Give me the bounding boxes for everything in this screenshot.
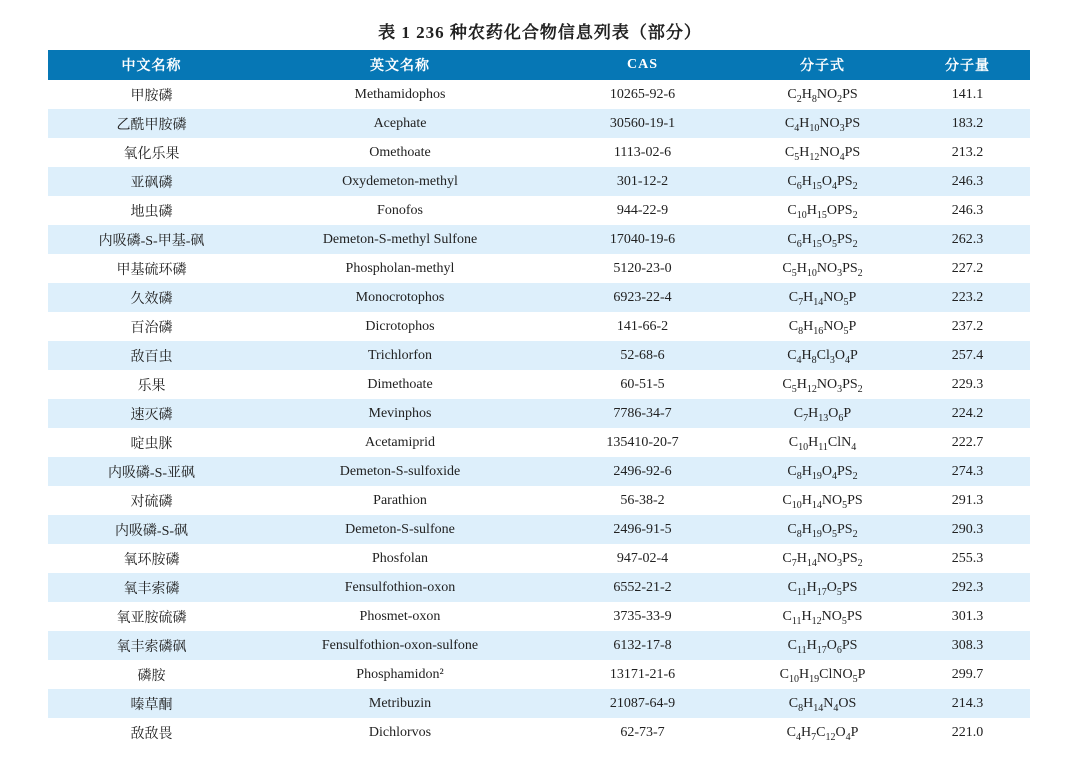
cell-mw: 246.3 [951, 173, 984, 189]
cell-cn: 久效磷 [130, 291, 173, 307]
cell-cn: 百治磷 [130, 320, 173, 336]
cell-mw: 246.3 [951, 202, 984, 218]
cell-cas: 944-22-9 [616, 202, 669, 218]
cell-formula: $C_4H_7C_{12}O_4P$ [786, 724, 859, 743]
cell-cas: 135410-20-7 [606, 434, 679, 450]
cell-mw: 262.3 [951, 231, 984, 247]
cell-cn: 嗪草酮 [130, 697, 173, 713]
cell-mw: 291.3 [951, 492, 984, 508]
cell-cas: 13171-21-6 [609, 666, 676, 682]
cell-mw: 214.3 [951, 695, 984, 711]
table-row [48, 602, 1030, 631]
cell-formula: $C_4H_8Cl_3O_4P$ [787, 347, 858, 366]
cell-mw: 308.3 [951, 637, 984, 653]
cell-cas: 21087-64-9 [609, 695, 676, 711]
cell-formula: $C_8H_{16}NO_5P$ [788, 318, 857, 337]
table-row [48, 457, 1030, 486]
table-row [48, 428, 1030, 457]
cell-formula: $C_7H_{14}NO_5P$ [788, 289, 857, 308]
table-row [48, 312, 1030, 341]
table-row [48, 370, 1030, 399]
column-header-mw: 分子量 [905, 50, 1030, 80]
cell-formula: $C_{11}H_{12}NO_5PS$ [782, 608, 863, 627]
cell-en: Phosphamidon² [356, 666, 444, 682]
column-header-cn: 中文名称 [48, 50, 255, 80]
cell-formula: $C_{10}H_{15}OPS_2$ [787, 202, 858, 221]
cell-cn: 氧丰索磷砜 [116, 639, 187, 655]
cell-formula: $C_6H_{15}O_4PS_2$ [787, 173, 858, 192]
cell-cas: 60-51-5 [620, 376, 665, 392]
cell-mw: 255.3 [951, 550, 984, 566]
table-row [48, 660, 1030, 689]
cell-formula: $C_8H_{14}N_4OS$ [788, 695, 857, 714]
cell-en: Omethoate [369, 144, 431, 160]
cell-en: Demeton-S-methyl Sulfone [322, 231, 478, 247]
cell-cas: 301-12-2 [616, 173, 669, 189]
cell-formula: $C_7H_{13}O_6P$ [793, 405, 852, 424]
cell-cas: 141-66-2 [616, 318, 669, 334]
cell-en: Demeton-S-sulfoxide [339, 463, 461, 479]
cell-en: Dicrotophos [365, 318, 435, 334]
cell-cas: 2496-92-6 [613, 463, 672, 479]
cell-mw: 183.2 [951, 115, 984, 131]
cell-cn: 氧环胺磷 [123, 552, 180, 568]
cell-cn: 速灭磷 [130, 407, 173, 423]
cell-formula: $C_8H_{19}O_4PS_2$ [787, 463, 858, 482]
cell-mw: 222.7 [951, 434, 984, 450]
cell-formula: $C_2H_8NO_2PS$ [787, 86, 858, 105]
cell-en: Dichlorvos [368, 724, 432, 740]
cell-en: Fonofos [377, 202, 423, 218]
cell-mw: 292.3 [951, 579, 984, 595]
cell-en: Phosfolan [372, 550, 428, 566]
cell-mw: 224.2 [951, 405, 984, 421]
cell-cas: 52-68-6 [620, 347, 665, 363]
cell-cn: 内吸磷-S-甲基-砜 [98, 233, 205, 249]
cell-mw: 290.3 [951, 521, 984, 537]
cell-cas: 17040-19-6 [609, 231, 676, 247]
cell-formula: $C_6H_{15}O_5PS_2$ [787, 231, 858, 250]
cell-cn: 磷胺 [137, 668, 166, 684]
cell-cas: 6132-17-8 [613, 637, 672, 653]
cell-cn: 内吸磷-S-亚砜 [107, 465, 196, 481]
cell-cn: 甲胺磷 [130, 88, 173, 104]
cell-cas: 3735-33-9 [613, 608, 672, 624]
table-row [48, 196, 1030, 225]
column-header-en: 英文名称 [255, 50, 545, 80]
cell-en: Mevinphos [368, 405, 432, 421]
cell-en: Phosmet-oxon [359, 608, 441, 624]
cell-cn: 地虫磷 [130, 204, 173, 220]
cell-formula: $C_{10}H_{19}ClNO_5P$ [779, 666, 866, 685]
cell-en: Trichlorfon [367, 347, 433, 363]
table-row [48, 283, 1030, 312]
table-row [48, 486, 1030, 515]
cell-en: Acephate [373, 115, 427, 131]
cell-en: Monocrotophos [355, 289, 445, 305]
table-row [48, 399, 1030, 428]
cell-formula: $C_5H_{12}NO_3PS_2$ [782, 376, 863, 395]
cell-cas: 10265-92-6 [609, 86, 676, 102]
compound-table [48, 50, 1030, 747]
cell-cn: 内吸磷-S-砜 [114, 523, 189, 539]
cell-en: Dimethoate [367, 376, 433, 392]
cell-cn: 乙酰甲胺磷 [116, 117, 187, 133]
table-row [48, 225, 1030, 254]
column-header-formula: 分子式 [740, 50, 905, 80]
cell-formula: $C_4H_{10}NO_3PS$ [784, 115, 861, 134]
cell-en: Oxydemeton-methyl [342, 173, 458, 189]
cell-mw: 229.3 [951, 376, 984, 392]
cell-cn: 氧亚胺硫磷 [116, 610, 187, 626]
cell-cn: 啶虫脒 [130, 436, 173, 452]
cell-formula: $C_8H_{19}O_5PS_2$ [787, 521, 858, 540]
table-row [48, 254, 1030, 283]
cell-cas: 2496-91-5 [613, 521, 672, 537]
column-header-cas: CAS [545, 50, 740, 80]
cell-formula: $C_{10}H_{14}NO_5PS$ [782, 492, 863, 511]
cell-cn: 氧化乐果 [123, 146, 180, 162]
cell-mw: 237.2 [951, 318, 984, 334]
cell-cn: 氧丰索磷 [123, 581, 180, 597]
cell-en: Fensulfothion-oxon [344, 579, 456, 595]
cell-en: Methamidophos [354, 86, 446, 102]
cell-cas: 56-38-2 [620, 492, 665, 508]
cell-cas: 6552-21-2 [613, 579, 672, 595]
table-header [48, 50, 1030, 80]
cell-formula: $C_{11}H_{17}O_5PS$ [787, 579, 858, 598]
cell-cas: 5120-23-0 [613, 260, 672, 276]
cell-mw: 257.4 [951, 347, 984, 363]
cell-formula: $C_5H_{10}NO_3PS_2$ [782, 260, 863, 279]
cell-en: Parathion [373, 492, 427, 508]
table-row [48, 544, 1030, 573]
table-caption: 表 1 236 种农药化合物信息列表（部分） [378, 23, 702, 42]
cell-cn: 敌敌畏 [130, 726, 173, 742]
table-row [48, 167, 1030, 196]
cell-mw: 227.2 [951, 260, 984, 276]
cell-formula: $C_{11}H_{17}O_6PS$ [787, 637, 858, 656]
cell-en: Metribuzin [368, 695, 432, 711]
cell-cas: 7786-34-7 [613, 405, 672, 421]
table-row [48, 573, 1030, 602]
cell-mw: 301.3 [951, 608, 984, 624]
table-row [48, 718, 1030, 747]
cell-cn: 乐果 [137, 378, 166, 394]
table-row [48, 80, 1030, 109]
table-row [48, 689, 1030, 718]
cell-mw: 141.1 [951, 86, 984, 102]
cell-cas: 947-02-4 [616, 550, 669, 566]
table-body [48, 80, 1030, 747]
cell-en: Acetamiprid [365, 434, 435, 450]
header-row [48, 50, 1030, 80]
table-row [48, 138, 1030, 167]
cell-mw: 299.7 [951, 666, 984, 682]
cell-cas: 62-73-7 [620, 724, 665, 740]
cell-en: Phospholan-methyl [345, 260, 455, 276]
cell-mw: 213.2 [951, 144, 984, 160]
cell-formula: $C_{10}H_{11}ClN_4$ [788, 434, 857, 453]
cell-mw: 223.2 [951, 289, 984, 305]
table-row [48, 341, 1030, 370]
cell-en: Demeton-S-sulfone [345, 521, 455, 537]
table-row [48, 109, 1030, 138]
cell-en: Fensulfothion-oxon-sulfone [321, 637, 479, 653]
table-row [48, 515, 1030, 544]
cell-cas: 6923-22-4 [613, 289, 672, 305]
cell-cas: 1113-02-6 [613, 144, 672, 160]
cell-cas: 30560-19-1 [609, 115, 676, 131]
cell-mw: 221.0 [951, 724, 984, 740]
cell-cn: 敌百虫 [130, 349, 173, 365]
table-row [48, 631, 1030, 660]
cell-cn: 甲基硫环磷 [116, 262, 187, 278]
cell-formula: $C_7H_{14}NO_3PS_2$ [782, 550, 863, 569]
cell-cn: 对硫磷 [130, 494, 173, 510]
cell-mw: 274.3 [951, 463, 984, 479]
cell-formula: $C_5H_{12}NO_4PS$ [784, 144, 861, 163]
cell-cn: 亚砜磷 [130, 175, 173, 191]
